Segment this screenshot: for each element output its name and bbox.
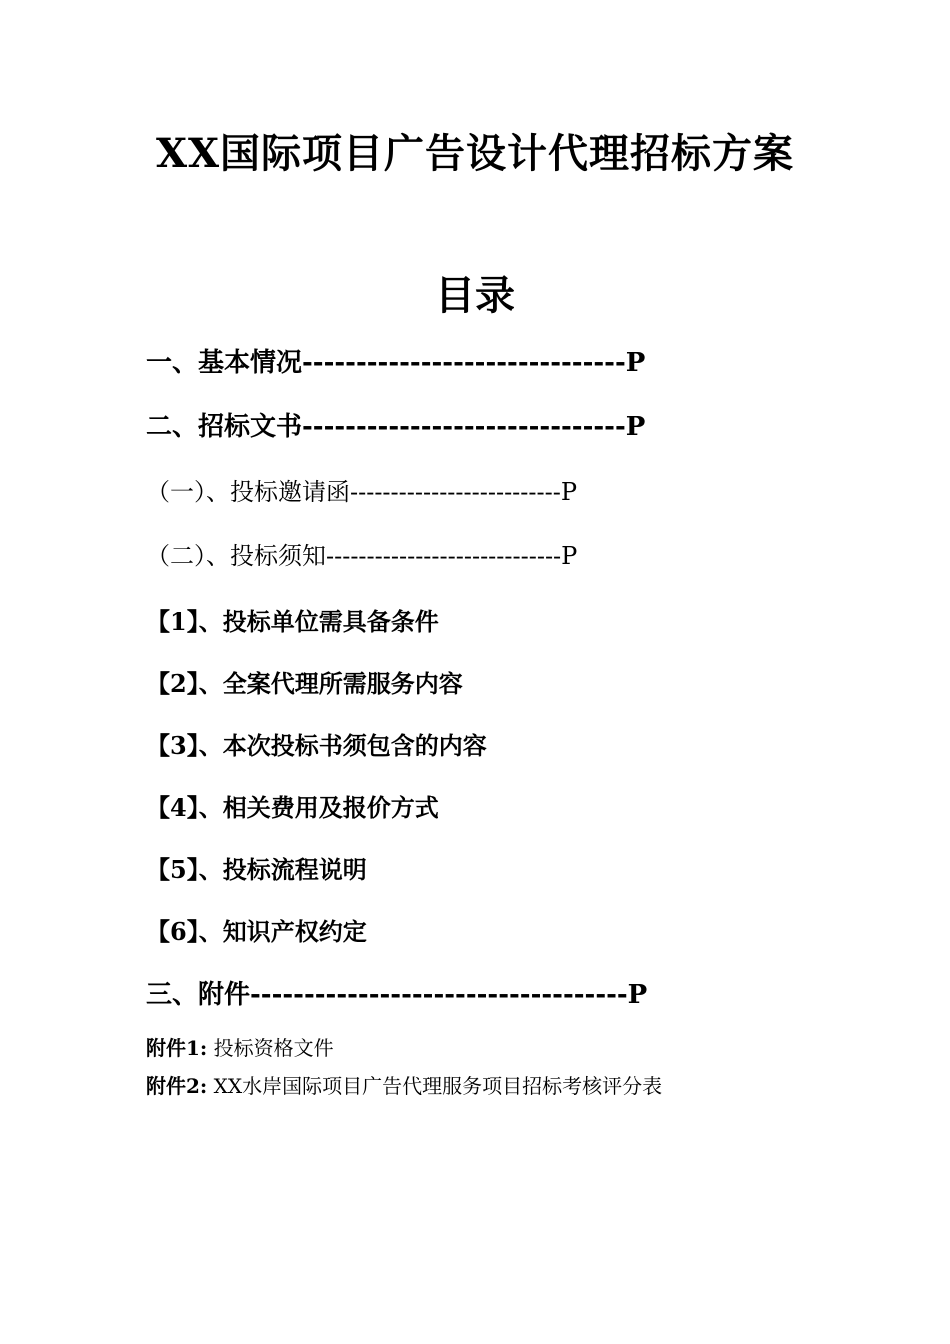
appendix-line-1 [146,1032,334,1061]
toc-entry-invitation-letter: （一）、投标邀请函--------------------------P [146,478,577,506]
appendix-line-2 [146,1070,662,1099]
appendix-label: 附件1: [146,1036,208,1060]
toc-entry-bidding-instructions: （二）、投标须知-----------------------------P [146,542,578,570]
appendix-text: 投标资格文件 [213,1036,334,1060]
appendix-label: 附件2: [146,1074,208,1098]
toc-heading: 目录 [435,272,515,319]
toc-entry-appendix: 三、附件-----------------------------------P [146,980,648,1010]
toc-entry-basic-info: 一、基本情况------------------------------P [146,348,646,378]
document-title: XX国际项目广告设计代理招标方案 [155,130,795,177]
toc-item-2: 【2】、全案代理所需服务内容 [146,669,463,698]
toc-item-4: 【4】、相关费用及报价方式 [146,793,439,822]
appendix-text: XX水岸国际项目广告代理服务项目招标考核评分表 [213,1074,663,1098]
toc-item-1: 【1】、投标单位需具备条件 [146,607,439,636]
toc-item-3: 【3】、本次投标书须包含的内容 [146,731,487,760]
toc-item-5: 【5】、投标流程说明 [146,855,367,884]
toc-item-6: 【6】、知识产权约定 [146,917,367,946]
toc-entry-tender-documents: 二、招标文书------------------------------P [146,412,646,442]
